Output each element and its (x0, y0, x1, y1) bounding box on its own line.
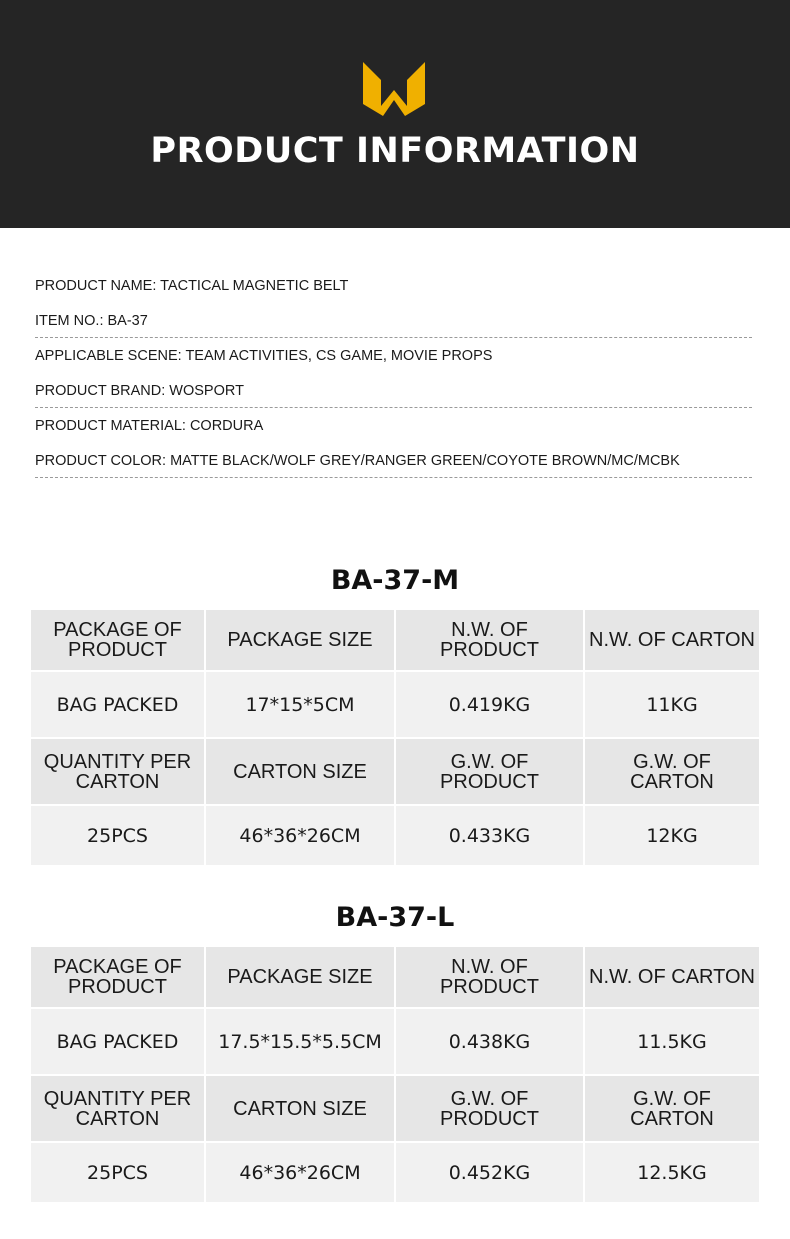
table-cell: G.W. OF PRODUCT (395, 738, 584, 805)
table-cell: BAG PACKED (31, 671, 205, 738)
table-cell: 11.5KG (584, 1008, 759, 1075)
table-cell: 25PCS (31, 805, 205, 866)
table-cell: 0.419KG (395, 671, 584, 738)
table-cell: 17.5*15.5*5.5CM (205, 1008, 395, 1075)
info-product-name: PRODUCT NAME: TACTICAL MAGNETIC BELT (35, 278, 349, 294)
table-cell: 0.438KG (395, 1008, 584, 1075)
spec-table-m (31, 610, 759, 867)
table-cell: N.W. OF PRODUCT (395, 947, 584, 1008)
table-cell: QUANTITY PER CARTON (31, 1075, 205, 1142)
table-cell: CARTON SIZE (205, 738, 395, 805)
spec-table-l (31, 947, 759, 1204)
table-cell: G.W. OF PRODUCT (395, 1075, 584, 1142)
table-cell: 25PCS (31, 1142, 205, 1203)
info-product-color: PRODUCT COLOR: MATTE BLACK/WOLF GREY/RANGER GREEN/COYOTE BROWN/MC/MCBK (35, 443, 752, 478)
table-cell: G.W. OF CARTON (584, 738, 759, 805)
header-banner (0, 0, 790, 228)
info-applicable-scene: APPLICABLE SCENE: TEAM ACTIVITIES, CS GAME, MOVIE PROPS (35, 348, 493, 364)
table-cell: CARTON SIZE (205, 1075, 395, 1142)
info-product-material: PRODUCT MATERIAL: CORDURA (35, 418, 264, 434)
table-cell: PACKAGE OF PRODUCT (31, 947, 205, 1008)
table-cell: 12.5KG (584, 1142, 759, 1203)
table-cell: PACKAGE SIZE (205, 610, 395, 671)
info-product-brand: PRODUCT BRAND: WOSPORT (35, 373, 752, 408)
table-cell: 46*36*26CM (205, 1142, 395, 1203)
table-cell: PACKAGE OF PRODUCT (31, 610, 205, 671)
table-cell: 12KG (584, 805, 759, 866)
product-info-list (35, 268, 752, 478)
table-cell: PACKAGE SIZE (205, 947, 395, 1008)
table-cell: 46*36*26CM (205, 805, 395, 866)
table-cell: N.W. OF PRODUCT (395, 610, 584, 671)
table-cell: 11KG (584, 671, 759, 738)
section-title-m: BA-37-M (330, 565, 460, 596)
table-cell: BAG PACKED (31, 1008, 205, 1075)
table-cell: QUANTITY PER CARTON (31, 738, 205, 805)
table-cell: 0.452KG (395, 1142, 584, 1203)
table-cell: G.W. OF CARTON (584, 1075, 759, 1142)
table-cell: 0.433KG (395, 805, 584, 866)
wosport-w-logo-icon (361, 60, 427, 116)
table-cell: 17*15*5CM (205, 671, 395, 738)
table-cell: N.W. OF CARTON (584, 947, 759, 1008)
section-title-l: BA-37-L (335, 902, 455, 933)
page-title: PRODUCT INFORMATION (150, 131, 640, 171)
table-cell: N.W. OF CARTON (584, 610, 759, 671)
info-item-no: ITEM NO.: BA-37 (35, 303, 752, 338)
